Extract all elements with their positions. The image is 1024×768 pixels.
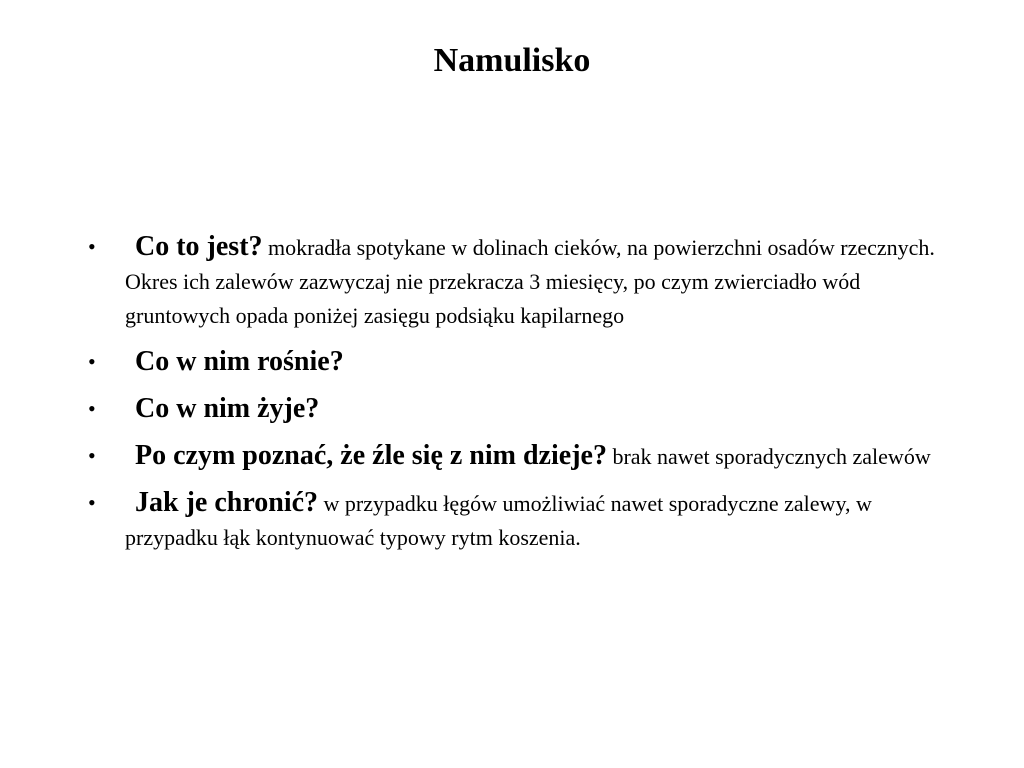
answer-text: mokradła spotykane w dolinach cieków, na powierzchni osadów rzecznych. Okres ich zalewów zazwyczaj nie przekracza 3 miesięcy, po czym zwierciadło wód gruntowych opada poniżej zasięgu podsiąku kapilarnego bbox=[125, 235, 935, 328]
bullet-icon: • bbox=[88, 443, 96, 468]
list-item bbox=[88, 392, 948, 427]
bullet-icon: • bbox=[88, 349, 96, 374]
question-text: Co w nim żyje? bbox=[135, 393, 320, 424]
bullet-list bbox=[88, 230, 948, 567]
bullet-icon: • bbox=[88, 396, 96, 421]
list-item bbox=[88, 439, 948, 474]
question-text: Jak je chronić? bbox=[135, 487, 319, 518]
answer-text: w przypadku łęgów umożliwiać nawet sporadyczne zalewy, w przypadku łąk kontynuować typowy rytm koszenia. bbox=[125, 491, 872, 550]
list-item bbox=[88, 230, 948, 333]
bullet-icon: • bbox=[88, 490, 96, 515]
slide-title: Namulisko bbox=[433, 42, 591, 79]
bullet-icon: • bbox=[88, 234, 96, 259]
question-text: Co to jest? bbox=[135, 231, 263, 262]
list-item bbox=[88, 345, 948, 380]
question-text: Co w nim rośnie? bbox=[135, 346, 344, 377]
answer-text: brak nawet sporadycznych zalewów bbox=[612, 444, 931, 469]
list-item bbox=[88, 486, 948, 555]
question-text: Po czym poznać, że źle się z nim dzieje? bbox=[135, 440, 607, 471]
